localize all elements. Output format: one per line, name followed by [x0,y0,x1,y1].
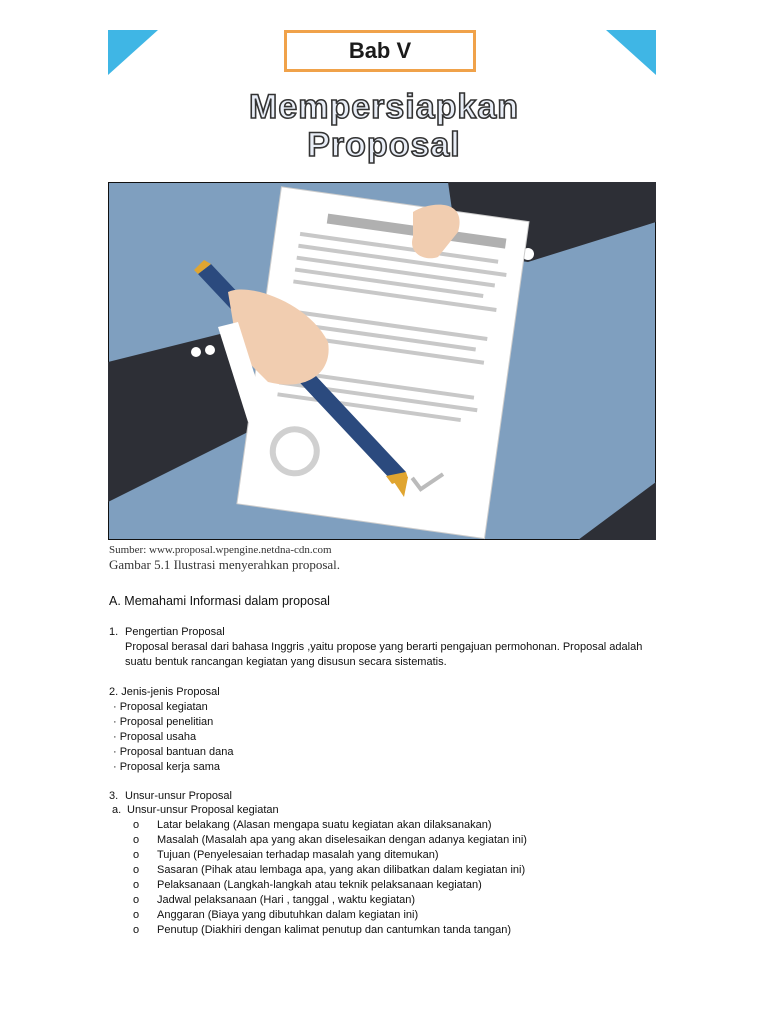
bullet-icon: o [133,849,140,861]
figure-source: Sumber: www.proposal.wpengine.netdna-cdn.com [109,544,332,556]
item1-number: 1. [109,626,119,638]
chapter-title [200,88,568,164]
proposal-type-item: · Proposal bantuan dana [113,746,234,758]
item3-title: Unsur-unsur Proposal [125,790,232,802]
bullet-icon: o [133,819,140,831]
element-item: Tujuan (Penyelesaian terhadap masalah yang ditemukan) [157,849,439,861]
subitem-a-marker: a. [112,804,122,816]
element-item: Sasaran (Pihak atau lembaga apa, yang akan dilibatkan dalam kegiatan ini) [157,864,526,876]
item1-title: Pengertian Proposal [125,626,225,638]
figure-caption: Gambar 5.1 Ilustrasi menyerahkan proposal. [109,557,341,572]
proposal-type-item: · Proposal usaha [113,731,197,743]
item1-text-line2: suatu bentuk rancangan kegiatan yang disusun secara sistematis. [125,656,447,668]
element-item: Masalah (Masalah apa yang akan diselesaikan dengan adanya kegiatan ini) [157,834,527,846]
subitem-a-title: Unsur-unsur Proposal kegiatan [127,804,279,816]
item3-number: 3. [109,790,119,802]
bullet-icon: o [133,879,140,891]
chapter-label: Bab V [284,30,476,72]
bullet-icon: o [133,909,140,921]
proposal-type-item: · Proposal kegiatan [113,701,208,713]
element-item: Pelaksanaan (Langkah-langkah atau teknik pelaksanaan kegiatan) [157,879,482,891]
element-item: Penutup (Diakhiri dengan kalimat penutup dan cantumkan tanda tangan) [157,924,512,936]
element-item: Jadwal pelaksanaan (Hari , tanggal , waktu kegiatan) [157,894,416,906]
element-item: Latar belakang (Alasan mengapa suatu kegiatan akan dilaksanakan) [157,819,492,831]
bullet-icon: o [133,864,140,876]
proposal-type-item: · Proposal kerja sama [113,761,220,773]
element-item: Anggaran (Biaya yang dibutuhkan dalam kegiatan ini) [157,909,419,921]
corner-decoration-right [606,30,656,75]
bullet-icon: o [133,894,140,906]
bullet-icon: o [133,924,140,936]
chapter-title-line2: Proposal [307,126,461,164]
proposal-handover-illustration [108,182,656,540]
chapter-title-line1: Mempersiapkan [249,88,519,126]
item1-text-line1: Proposal berasal dari bahasa Inggris ,yaitu propose yang berarti pengajuan permohonan. Proposal adalah [125,641,643,653]
corner-decoration-left [108,30,158,75]
bullet-icon: o [133,834,140,846]
item2-title: 2. Jenis-jenis Proposal [109,686,220,698]
proposal-type-item: · Proposal penelitian [113,716,214,728]
section-heading: A. Memahami Informasi dalam proposal [109,594,330,608]
